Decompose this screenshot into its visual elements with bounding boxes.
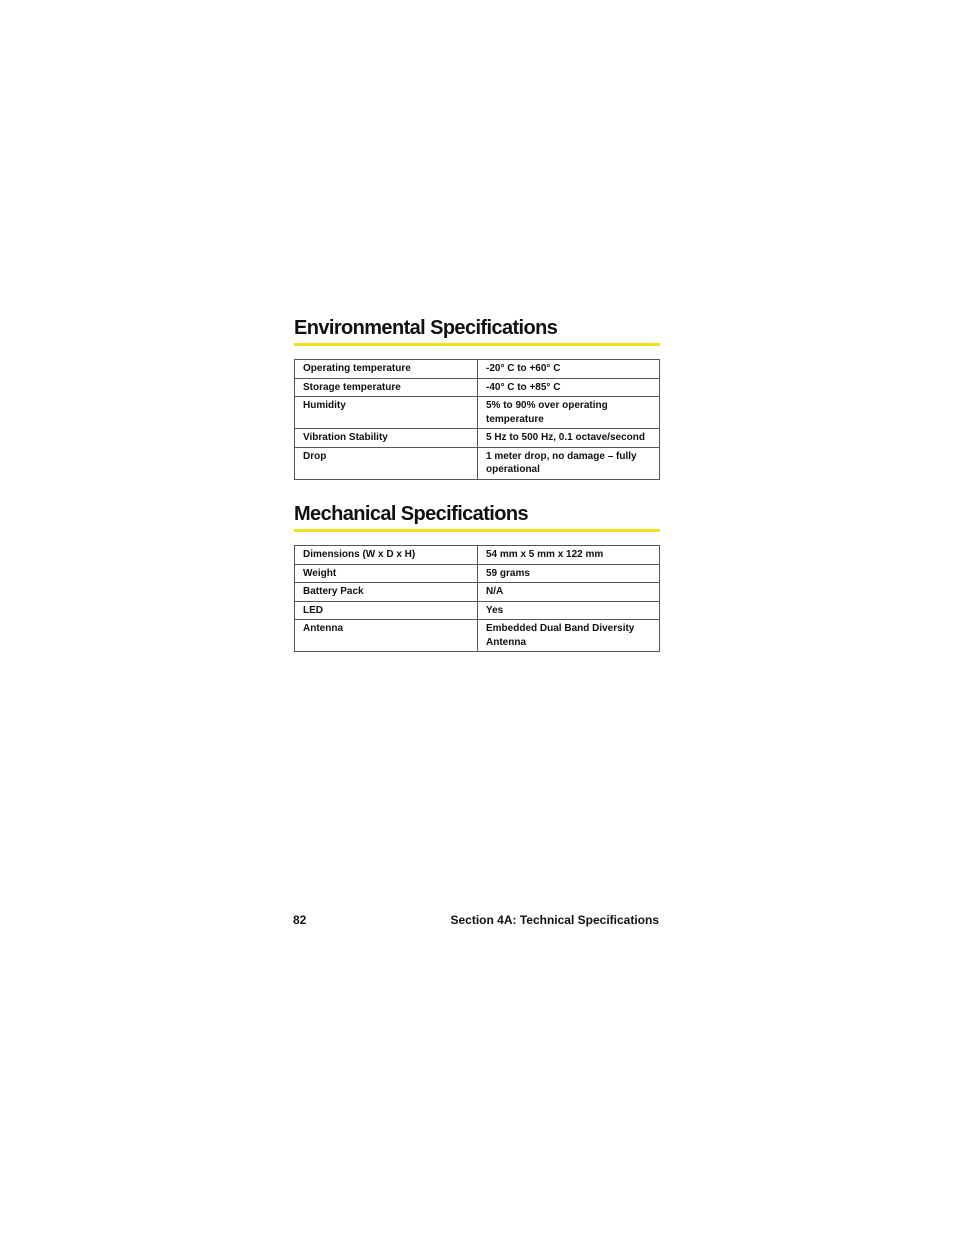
mechanical-heading: Mechanical Specifications — [294, 503, 528, 525]
environmental-heading-rule — [294, 343, 660, 346]
table-row — [295, 397, 660, 429]
spec-label: Vibration Stability — [295, 429, 478, 448]
spec-label: Antenna — [295, 620, 478, 652]
table-row — [295, 620, 660, 652]
table-row — [295, 583, 660, 602]
spec-value: 54 mm x 5 mm x 122 mm — [478, 546, 660, 565]
spec-value: 59 grams — [478, 564, 660, 583]
spec-value: Embedded Dual Band Diversity Antenna — [478, 620, 660, 652]
table-row — [295, 378, 660, 397]
spec-label: LED — [295, 601, 478, 620]
spec-label: Weight — [295, 564, 478, 583]
table-row — [295, 429, 660, 448]
spec-value: -20° C to +60° C — [478, 360, 660, 379]
mechanical-heading-rule — [294, 529, 660, 532]
mechanical-spec-table — [294, 545, 660, 652]
page-number: 82 — [293, 913, 307, 927]
spec-label: Drop — [295, 447, 478, 479]
table-row — [295, 447, 660, 479]
spec-label: Dimensions (W x D x H) — [295, 546, 478, 565]
spec-value: 5 Hz to 500 Hz, 0.1 octave/second — [478, 429, 660, 448]
mechanical-section — [294, 502, 660, 652]
spec-label: Operating temperature — [295, 360, 478, 379]
spec-label: Battery Pack — [295, 583, 478, 602]
spec-value: -40° C to +85° C — [478, 378, 660, 397]
table-row — [295, 360, 660, 379]
spec-value: Yes — [478, 601, 660, 620]
spec-label: Humidity — [295, 397, 478, 429]
spec-label: Storage temperature — [295, 378, 478, 397]
table-row — [295, 564, 660, 583]
table-row — [295, 601, 660, 620]
environmental-section — [294, 316, 660, 480]
spec-value: N/A — [478, 583, 660, 602]
footer-section-title: Section 4A: Technical Specifications — [450, 913, 659, 927]
spec-value: 5% to 90% over operating temperature — [478, 397, 660, 429]
environmental-heading: Environmental Specifications — [294, 317, 558, 339]
environmental-spec-table — [294, 359, 660, 480]
table-row — [295, 546, 660, 565]
spec-value: 1 meter drop, no damage – fully operational — [478, 447, 660, 479]
